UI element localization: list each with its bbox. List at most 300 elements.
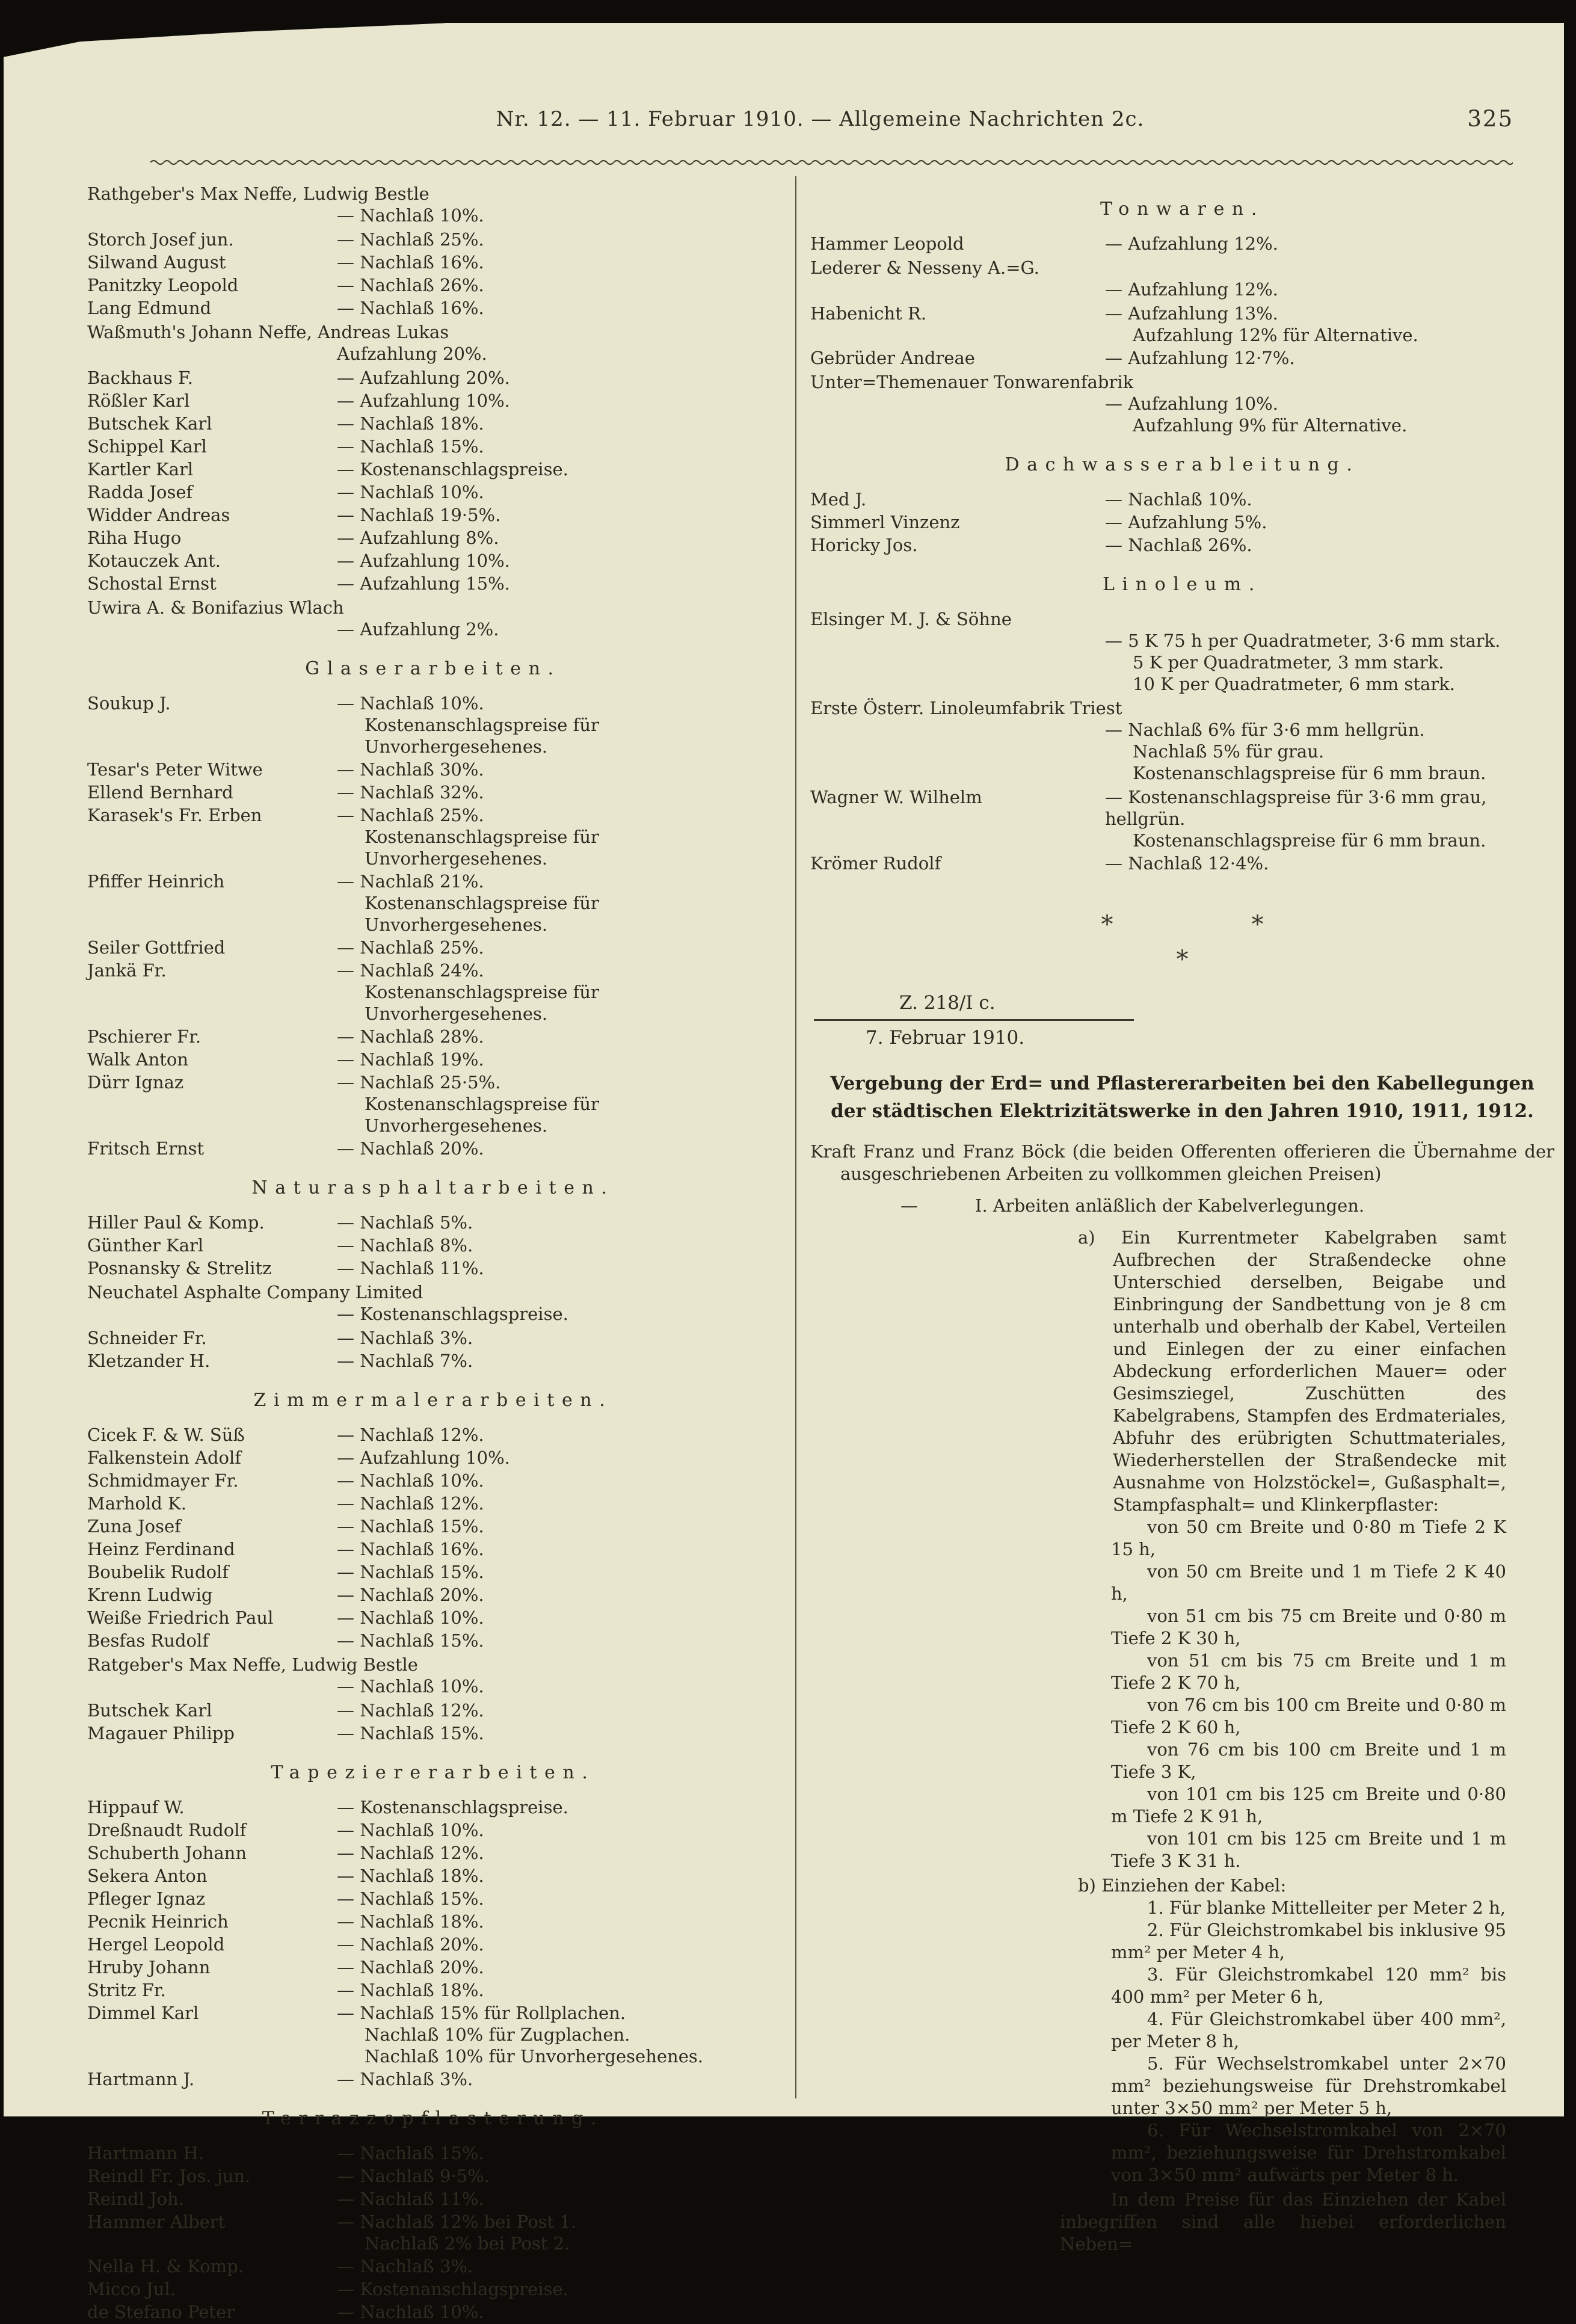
tender-entry [87,1979,779,2001]
tender-entry [87,1654,779,1697]
bidder-name: Storch Josef jun. [87,229,234,250]
entry-values [337,1071,779,1136]
bidder-name: Besfas Rudolf [87,1630,209,1651]
bidder-name: Erste Österr. Linoleumfabrik Triest [810,698,1122,718]
tender-entry [87,321,779,365]
bidder-name: Waßmuth's Johann Neffe, Andreas Lukas [87,322,449,342]
tender-entry [87,1424,779,1446]
tender-entry [87,550,779,572]
bidder-name: Hammer Albert [87,2211,226,2232]
entry-value-line: — Nachlaß 9·5%. [337,2166,490,2186]
tender-entry [87,183,779,226]
entry-value-line: Aufzahlung 9% für Alternative. [1133,415,1408,436]
entry-value-line: — Nachlaß 18%. [337,1866,484,1886]
entry-value-line: — Aufzahlung 20%. [337,368,510,388]
bidder-name: Krenn Ludwig [87,1585,213,1605]
item-b [1078,1875,1506,1897]
entry-values [337,1956,779,1978]
bidder-name: Butschek Karl [87,1700,212,1721]
entry-value-line: Kostenanschlagspreise für Unvorhergesehenes. [365,893,599,935]
tender-entry [87,1819,779,1841]
tender-entry [87,759,779,780]
bidder-name: Heinz Ferdinand [87,1539,235,1559]
entry-value-line: — Nachlaß 16%. [337,252,484,273]
entry-value-line: — Nachlaß 10%. [337,1607,484,1628]
bidder-name: Seiler Gottfried [87,937,226,958]
entry-values [337,1303,779,1325]
bidder-name: Simmerl Vinzenz [810,512,960,532]
entry-values [337,804,779,869]
bidder-name: Fritsch Ernst [87,1138,205,1159]
bidder-name: Reindl Joh. [87,2189,184,2209]
entry-value-line: — Nachlaß 12%. [337,1493,484,1514]
cable-price-line: 2. Für Gleichstromkabel bis inklusive 95 mm² per Meter 4 h, [1111,1920,1506,1962]
bidder-name: Gebrüder Andreae [810,348,975,368]
tender-entry [810,257,1554,300]
tender-entry [87,251,779,273]
tender-entry [87,937,779,958]
tender-entry [87,1212,779,1233]
entry-values [337,413,779,434]
asterism-separator [810,913,1554,972]
notice-intro: Kraft Franz und Franz Böck (die beiden Offerenten offerieren die Übernahme der ausgeschriebenen Arbeiten zu vollkommen gleichen Preisen) [810,1141,1554,1184]
entry-value-line: — Nachlaß 3%. [337,2256,473,2276]
entry-values [337,1979,779,2001]
entry-value-line: Kostenanschlagspreise für 6 mm braun. [1133,763,1486,783]
tender-entry [87,1138,779,1159]
bidder-name: Sekera Anton [87,1866,208,1886]
tender-entry [810,697,1554,784]
entry-value-line: — Nachlaß 12%. [337,1425,484,1445]
entry-values [337,1470,779,1491]
entry-values [337,436,779,457]
bidder-name: Boubelik Rudolf [87,1562,229,1582]
entry-values [337,692,779,757]
bidder-name: Stritz Fr. [87,1980,166,2000]
entry-values [1105,511,1554,533]
bidder-name: Schmidmayer Fr. [87,1470,239,1491]
entry-values [337,1350,779,1372]
bidder-name: Hartmann H. [87,2143,204,2163]
bidder-name: Uwira A. & Bonifazius Wlach [87,597,344,618]
work-category-section [87,1762,779,2090]
entry-values [337,458,779,480]
bidder-name: Butschek Karl [87,413,212,434]
notice-title: Vergebung der Erd= und Pflastererarbeiten bei den Kabellegungen der städtischen Elektrizitätswerke in den Jahren 1910, 1911, 1912. [830,1073,1534,1122]
entry-values [337,251,779,273]
entry-value-line: — Nachlaß 32%. [337,782,484,803]
tender-entry [87,413,779,434]
issue-line: Nr. 12. — 11. Februar 1910. — Allgemeine Nachrichten 2c. [496,107,1145,131]
entry-values [337,618,779,640]
entry-values [1105,279,1554,300]
entry-value-line: — Nachlaß 21%. [337,871,484,892]
tender-entry [87,1281,779,1325]
section-dash: — [900,1195,918,1216]
entry-value-line: — Nachlaß 18%. [337,1911,484,1932]
entry-value-line: — Aufzahlung 5%. [1105,512,1267,532]
bidder-name: Zuna Josef [87,1516,181,1536]
bidder-name: Ellend Bernhard [87,782,233,803]
bidder-name: Horicky Jos. [810,535,918,555]
bidder-name: Weiße Friedrich Paul [87,1607,274,1628]
bidder-name: Rathgeber's Max Neffe, Ludwig Bestle [87,183,429,204]
entry-list [87,1424,779,1744]
bidder-name: Pfleger Ignaz [87,1888,206,1909]
right-column-sections [810,199,1554,874]
entry-value-line: — Nachlaß 3%. [337,2069,473,2089]
reference-rule [814,1019,1134,1021]
tender-entry [810,511,1554,533]
cable-price-line: 4. Für Gleichstromkabel über 400 mm², per Meter 8 h, [1111,2009,1506,2051]
bidder-name: de Stefano Peter [87,2302,235,2322]
tender-entry [87,1327,779,1349]
entry-values [337,1026,779,1047]
entry-value-line: — Nachlaß 15%. [337,2143,484,2163]
entry-value-line: — Nachlaß 19·5%. [337,505,501,525]
entry-value-line: — Aufzahlung 10%. [1105,393,1278,414]
entry-value-line: — Aufzahlung 2%. [337,619,499,640]
entry-values [1105,393,1554,436]
entry-values [337,2255,779,2277]
entry-values [337,1842,779,1864]
entry-value-line: — Nachlaß 16%. [337,1539,484,1559]
entry-values [337,1049,779,1070]
tender-entry [810,303,1554,346]
bidder-name: Backhaus F. [87,368,193,388]
bidder-name: Pschierer Fr. [87,1026,202,1047]
tender-entry [87,1842,779,1864]
bidder-name: Tesar's Peter Witwe [87,759,263,780]
entry-list [87,2142,779,2323]
entry-values [337,2165,779,2187]
entry-value-line: — Nachlaß 15%. [337,1723,484,1743]
bidder-name: Micco Jul. [87,2279,176,2299]
category-heading: Tonwaren. [1100,199,1264,220]
entry-values [337,1630,779,1651]
tender-entry [87,1026,779,1047]
entry-values [337,274,779,296]
entry-values [337,504,779,526]
bidder-name: Schuberth Johann [87,1843,247,1863]
bidder-name: Elsinger M. J. & Söhne [810,609,1012,629]
work-category-section [810,574,1554,874]
asterism-row-bottom [810,948,1554,972]
entry-value-line: — Nachlaß 6% für 3·6 mm hellgrün. [1105,720,1425,740]
bidder-name: Magauer Philipp [87,1723,235,1743]
left-column [87,180,779,2324]
entry-value-line: Kostenanschlagspreise für Unvorhergesehenes. [365,1094,599,1136]
tender-entry [87,2278,779,2300]
trench-price-line: von 76 cm bis 100 cm Breite und 0·80 m Tiefe 2 K 60 h, [1111,1695,1506,1737]
trench-price-line: von 51 cm bis 75 cm Breite und 1 m Tiefe 2 K 70 h, [1111,1650,1506,1693]
tender-entry [87,2211,779,2254]
entry-values [337,1675,779,1697]
entry-values [337,871,779,935]
category-heading: Linoleum. [1103,574,1262,595]
entry-value-line: — Nachlaß 10%. [337,482,484,502]
page-number: 325 [1467,106,1513,132]
entry-values [337,1493,779,1514]
entry-value-line: Kostenanschlagspreise für 6 mm braun. [1133,830,1486,851]
entry-value-line: — Nachlaß 18%. [337,413,484,434]
entry-values [337,1327,779,1349]
bidder-name: Lang Edmund [87,298,212,318]
entry-value-line: Kostenanschlagspreise für Unvorhergesehenes. [365,982,599,1024]
entry-values [1105,233,1554,254]
entry-value-line: — Nachlaß 26%. [337,275,484,295]
tender-entry [87,1447,779,1469]
tender-entry [87,1865,779,1887]
asterisk-glyph: * [1101,911,1113,939]
bidder-name: Marhold K. [87,1493,186,1514]
tender-entry [87,367,779,389]
tender-notice [810,992,1554,2255]
entry-value-line: — Nachlaß 10%. [337,1676,484,1697]
entry-values [1105,719,1554,784]
entry-value-line: — Nachlaß 10%. [337,1820,484,1840]
entry-value-line: — Nachlaß 12%. [337,1843,484,1863]
entry-values [337,1722,779,1744]
entry-value-line: — Aufzahlung 15%. [337,573,510,594]
trench-price-line: von 50 cm Breite und 0·80 m Tiefe 2 K 15 h, [1111,1517,1506,1559]
entry-value-line: 5 K per Quadratmeter, 3 mm stark. [1133,652,1444,673]
entry-value-line: — Kostenanschlagspreise. [337,1304,568,1324]
entry-values [337,1447,779,1469]
entry-value-line: — Nachlaß 20%. [337,1934,484,1955]
cable-price-line: 5. Für Wechselstromkabel unter 2×70 mm² beziehungsweise für Drehstromkabel unter 3×50 mm² per Meter 5 h, [1111,2053,1506,2118]
bidder-name: Dreßnaudt Rudolf [87,1820,247,1840]
entry-value-line: — Nachlaß 30%. [337,759,484,780]
work-category-section [87,183,779,640]
bidder-name: Riha Hugo [87,528,182,548]
cable-price-list [1078,1897,1506,2186]
entry-value-line: — Nachlaß 28%. [337,1026,484,1047]
bidder-name: Med J. [810,489,867,510]
tender-entry [87,1071,779,1136]
entry-value-line: — Nachlaß 11%. [337,1258,484,1278]
work-category-section [87,1177,779,1372]
bidder-name: Günther Karl [87,1235,204,1256]
work-category-section [810,454,1554,556]
entry-values [337,2142,779,2164]
entry-values [337,960,779,1025]
entry-value-line: — Nachlaß 26%. [1105,535,1252,555]
bidder-name: Lederer & Nesseny A.=G. [810,257,1039,278]
entry-value-line: — Kostenanschlagspreise. [337,1797,568,1817]
bidder-name: Hippauf W. [87,1797,185,1817]
entry-value-line: — Nachlaß 7%. [337,1351,473,1371]
entry-value-line: — Aufzahlung 12%. [1105,233,1278,254]
entry-values [1105,852,1554,874]
entry-value-line: — Nachlaß 25%. [337,805,484,825]
entry-values [337,527,779,549]
entry-values [337,1234,779,1256]
category-heading: Glaserarbeiten. [305,658,561,679]
entry-value-line: — Nachlaß 12% bei Post 1. [337,2211,577,2232]
page-header [87,107,1553,143]
bidder-name: Dimmel Karl [87,2003,199,2023]
entry-value-line: — Nachlaß 25·5%. [337,1072,501,1093]
bidder-name: Reindl Fr. Jos. jun. [87,2166,251,2186]
tender-entry [87,804,779,869]
bidder-name: Habenicht R. [810,303,927,324]
entry-value-line: — Aufzahlung 10%. [337,550,510,571]
asterism-row-top [810,913,1554,937]
tender-entry [87,871,779,935]
entry-values [337,390,779,411]
entry-values [337,759,779,780]
cable-price-line: 6. Für Wechselstromkabel von 2×70 mm², beziehungsweise für Drehstromkabel von 3×50 mm² aufwärts per Meter 8 h. [1111,2120,1506,2185]
tender-entry [810,786,1554,851]
entry-values [337,2211,779,2254]
bidder-name: Soukup J. [87,693,171,714]
entry-values [337,205,779,226]
bidder-name: Posnansky & Strelitz [87,1258,272,1278]
entry-list [810,233,1554,436]
entry-values [337,937,779,958]
bidder-name: Neuchatel Asphalte Company Limited [87,1282,423,1302]
entry-value-line: Nachlaß 2% bei Post 2. [365,2233,570,2254]
entry-values [337,1257,779,1279]
tender-entry [87,597,779,640]
bidder-name: Schippel Karl [87,436,207,457]
bidder-name: Cicek F. & W. Süß [87,1425,245,1445]
tender-entry [87,1515,779,1537]
entry-values [337,1138,779,1159]
entry-values [337,1865,779,1887]
bidder-name: Hartmann J. [87,2069,195,2089]
bidder-name: Hiller Paul & Komp. [87,1212,265,1233]
entry-list [87,1796,779,2090]
work-category-section [810,199,1554,436]
entry-values [337,573,779,594]
entry-value-line: — Nachlaß 10%. [337,205,484,226]
trench-price-line: von 50 cm Breite und 1 m Tiefe 2 K 40 h, [1111,1561,1506,1604]
tender-entry [87,960,779,1025]
entry-value-line: Nachlaß 10% für Unvorhergesehenes. [365,2046,703,2067]
entry-values [1105,630,1554,695]
entry-list [810,489,1554,556]
bidder-name: Widder Andreas [87,505,230,525]
tender-entry [87,2188,779,2210]
right-column [810,180,1554,2255]
entry-values [337,1911,779,1932]
entry-value-line: — Nachlaß 16%. [337,298,484,318]
work-category-section [87,1390,779,1744]
entry-values [337,2188,779,2210]
tender-entry [87,1630,779,1651]
tender-entry [87,1234,779,1256]
tender-entry [87,1350,779,1372]
entry-values [337,1607,779,1629]
tender-entry [87,458,779,480]
entry-value-line: — Nachlaß 15%. [337,436,484,457]
tender-entry [87,1049,779,1070]
bidder-name: Walk Anton [87,1049,189,1070]
tender-entry [87,2142,779,2164]
entry-value-line: — 5 K 75 h per Quadratmeter, 3·6 mm stark. [1105,630,1501,651]
bidder-name: Dürr Ignaz [87,1072,184,1093]
entry-list [87,692,779,1159]
tender-entry [810,608,1554,695]
bidder-name: Radda Josef [87,482,193,502]
category-heading: Zimmermalerarbeiten. [253,1390,613,1411]
tender-entry [87,2002,779,2067]
entry-value-line: — Nachlaß 10%. [337,693,484,714]
tender-entry [87,229,779,250]
entry-value-line: — Nachlaß 11%. [337,2189,484,2209]
entry-value-line: Nachlaß 5% für grau. [1133,741,1325,762]
bidder-name: Kletzander H. [87,1351,211,1371]
tender-entry [87,1888,779,1909]
tender-entry [87,1584,779,1606]
tender-entry [87,297,779,319]
entry-values [337,2068,779,2090]
entry-value-line: Kostenanschlagspreise für Unvorhergesehenes. [365,715,599,757]
entry-value-line: — Aufzahlung 8%. [337,528,499,548]
entry-values [337,1934,779,1955]
entry-values [337,1424,779,1446]
entry-value-line: — Nachlaß 19%. [337,1049,484,1070]
tender-entry [87,1796,779,1818]
tender-entry [87,1911,779,1932]
entry-value-line: — Aufzahlung 12·7%. [1105,348,1295,368]
scanned-page [4,23,1564,2322]
entry-values [337,781,779,803]
tender-entry [87,1700,779,1721]
bidder-name: Panitzky Leopold [87,275,239,295]
bidder-name: Rößler Karl [87,390,190,411]
trench-price-line: von 101 cm bis 125 cm Breite und 1 m Tiefe 3 K 31 h. [1111,1828,1506,1871]
entry-value-line: — Kostenanschlagspreise. [337,2279,568,2299]
category-heading: Dachwasserableitung. [1005,454,1360,475]
entry-values [337,367,779,389]
tender-entry [87,1561,779,1583]
entry-values [1105,534,1554,556]
entry-value-line: — Nachlaß 20%. [337,1585,484,1605]
entry-value-line: — Nachlaß 24%. [337,960,484,981]
entry-value-line: — Nachlaß 3%. [337,1328,473,1348]
entry-value-line: — Nachlaß 25%. [337,937,484,958]
trench-price-line: von 76 cm bis 100 cm Breite und 1 m Tiefe 3 K, [1111,1739,1506,1782]
category-heading: Tapeziererarbeiten. [271,1762,596,1783]
entry-list [87,183,779,640]
bidder-name: Kotauczek Ant. [87,550,221,571]
bidder-name: Krömer Rudolf [810,853,941,874]
entry-values [337,2301,779,2323]
section-label: I. Arbeiten anläßlich der Kabelverlegungen. [975,1195,1365,1216]
asterisk-glyph: * [1176,946,1189,973]
entry-values [337,550,779,572]
tender-entry [87,1470,779,1491]
entry-value-line: — Nachlaß 10%. [337,2302,484,2322]
tender-entry [87,1607,779,1629]
tender-entry [87,781,779,803]
bidder-name: Hruby Johann [87,1957,211,1977]
tender-entry [87,1493,779,1514]
entry-list [87,1212,779,1372]
entry-value-line: — Aufzahlung 10%. [337,390,510,411]
entry-values [1105,489,1554,510]
cable-price-line: 3. Für Gleichstromkabel 120 mm² bis 400 mm² per Meter 6 h, [1111,1964,1506,2007]
bidder-name: Silwand August [87,252,226,273]
work-category-section [87,658,779,1159]
tender-entry [87,436,779,457]
trench-price-line: von 101 cm bis 125 cm Breite und 0·80 m Tiefe 2 K 91 h, [1111,1784,1506,1826]
trench-price-line: von 51 cm bis 75 cm Breite und 0·80 m Tiefe 2 K 30 h, [1111,1606,1506,1648]
cable-price-line: 1. Für blanke Mittelleiter per Meter 2 h, [1147,1897,1506,1918]
